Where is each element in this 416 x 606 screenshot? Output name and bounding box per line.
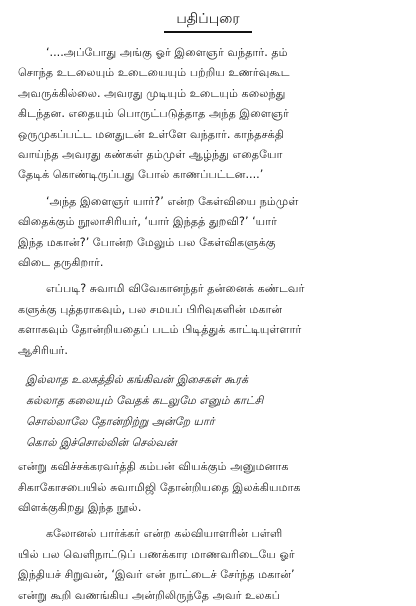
text-line: என்று கூறி வணங்கிய அன்றிலிருந்தே அவர் உலகப்: [18, 588, 281, 602]
paragraph-after-verse: [18, 457, 398, 518]
text-line: யில் பல வெளிநாட்டுப் பணக்கார மாணவரிடையே ஓர்: [18, 547, 295, 561]
text-line: ஒருமுகப்பட்ட மனதுடன் உள்ளே வந்தார். காந்தசக்தி: [18, 127, 284, 141]
text-line: எப்படி? சுவாமி விவேகானந்தர் தன்னைக் கண்டவர்: [46, 282, 305, 296]
text-line: விதைக்கும் நூலாசிரியர், ‘யார் இந்தத் துறவி?’ ‘யார்: [18, 215, 277, 229]
paragraph-final: [18, 524, 398, 606]
page-title: பதிப்புரை: [164, 9, 251, 33]
text-line: தேடிக் கொண்டிருப்பது போல் காணப்பட்டன....’: [18, 168, 264, 182]
text-line: சொந்த உடலையும் உடையையும் பற்றிய உணர்வுகூட: [18, 66, 290, 80]
text-line: வாய்ந்த அவரது கண்கள் தம்முள் ஆழ்ந்து எதையோ: [18, 148, 283, 162]
text-line: சிகாகோசபையில் சுவாமிஜி தோன்றியதை இலக்கியமாக: [18, 480, 301, 494]
text-line: என்று கவிச்சக்கரவர்த்தி கம்பன் வியக்கும் அனுமனாக: [18, 460, 289, 474]
text-line: இந்தியச் சிறுவன், ‘இவர் என் நாட்டைச் சேர்ந்த மகான்’: [18, 568, 295, 582]
text-line: அவருக்கில்லை. அவரது முடியும் உடையும் கலைந்து: [18, 86, 286, 100]
text-line: களுக்கு புத்தராகவும், பல சமயப் பிரிவுகளின் மகான்: [18, 302, 283, 316]
text-line: களாகவும் தோன்றியதைப் படம் பிடித்துக் காட்டியுள்ளார்: [18, 323, 302, 337]
verse-line: இல்லாத உலகத்தில் கங்கிவன் இசைகள் கூரக்: [26, 373, 249, 387]
text-line: கலோனல் பார்க்கர் என்ற கல்வியாளரின் பள்ளி: [46, 527, 283, 541]
paragraph-3: [18, 279, 398, 361]
text-line: இந்த மகான்?’ போன்ற மேலும் பல கேள்விகளுக்கு: [18, 235, 276, 249]
verse-line: கொல் இச்சொல்லின் செல்வன்: [26, 436, 177, 450]
paragraph-2: [18, 192, 398, 274]
verse-line: சொல்லாலே தோன்றிற்று அன்றே யார்: [26, 415, 215, 429]
verse-block: [26, 369, 398, 453]
text-line: விளக்குகிறது இந்த நூல்.: [18, 500, 142, 514]
text-line: ‘....அப்போது அங்கு ஓர் இளைஞர் வந்தார். தம்: [46, 46, 288, 59]
verse-line: கல்லாத கலையும் வேதக் கடலுமே எனும் காட்சி: [26, 394, 264, 408]
text-line: கிடந்தன. எதையும் பொருட்படுத்தாத அந்த இளைஞர்: [18, 107, 289, 121]
text-line: ‘அந்த இளைஞர் யார்?’ என்ற கேள்வியை நம்முள்: [46, 194, 299, 208]
text-line: ஆசிரியர்.: [18, 343, 68, 357]
text-line: விடை தருகிறார்.: [18, 256, 104, 270]
paragraph-1: [18, 43, 398, 186]
title-wrap: [18, 8, 398, 33]
